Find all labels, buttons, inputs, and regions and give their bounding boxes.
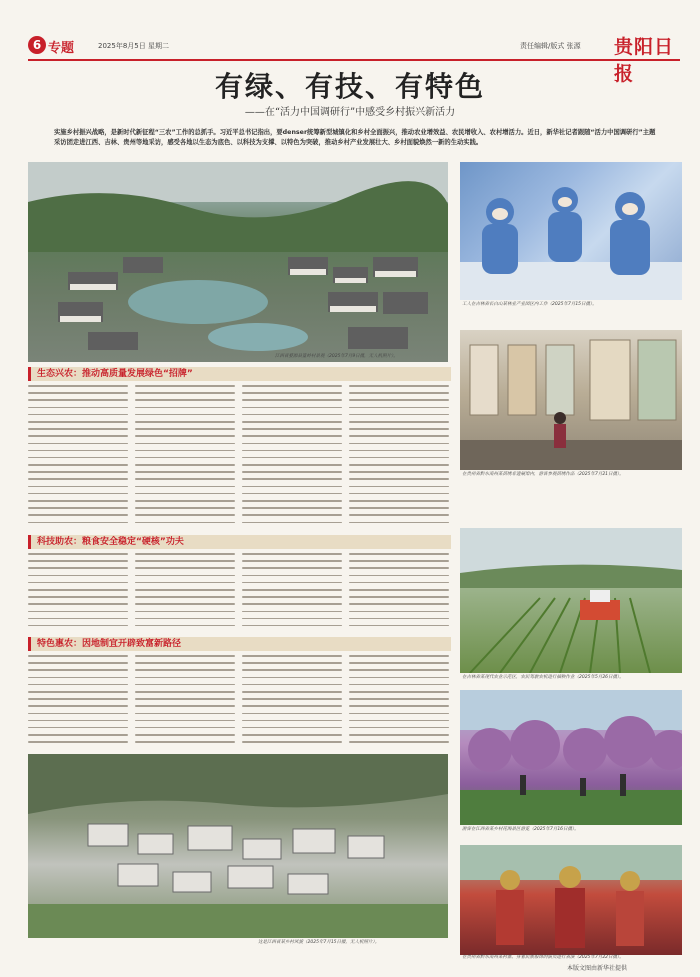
section-heading-ecology	[28, 367, 451, 381]
aerial-bottom-illustration	[28, 754, 448, 938]
section3-column-2	[135, 655, 235, 750]
section1-column-3	[242, 385, 342, 530]
article-subtitle: ——在“活力中国调研行”中感受乡村振兴新活力	[244, 107, 456, 118]
flower-field-illustration	[460, 690, 682, 825]
rice-field-illustration	[460, 528, 682, 673]
section3-column-1	[28, 655, 128, 750]
ethnic-costume-illustration	[460, 845, 682, 955]
section-title-specialty: 特色惠农：因地制宜开辟致富新路径	[37, 639, 182, 649]
caption-aerial-bottom: 这是江西省某乡村风貌（2025年7月15日摄，无人机照片）。	[258, 940, 380, 945]
embroidery-hall-illustration	[460, 330, 682, 470]
caption-aerial-top: 江西省婺源县篁岭村景观（2025年7月9日摄，无人机照片）。	[275, 354, 398, 359]
text-lines	[28, 385, 128, 529]
section-title-technology: 科技助农：粮食安全稳定“硬核”功夫	[37, 537, 184, 547]
section3-column-3	[242, 655, 342, 750]
caption-embroidery: 在贵州省黔东南州某苗绣非遗展馆内，游客参观苗绣作品（2025年7月21日摄）。	[462, 472, 624, 477]
photo-lab-workers	[460, 162, 682, 300]
section-title-ecology: 生态兴农：推动高质量发展绿色“招牌”	[37, 369, 193, 379]
section-label: 专题	[48, 41, 75, 56]
section1-column-2	[135, 385, 235, 530]
section2-column-1	[28, 553, 128, 631]
caption-flowers: 游客在江西省某乡村花海景区游览（2025年7月16日摄）。	[462, 827, 579, 832]
section1-column-4	[349, 385, 449, 530]
photo-ethnic-costume	[460, 845, 682, 955]
issue-date: 2025年8月5日 星期二	[98, 42, 169, 50]
photo-embroidery-hall	[460, 330, 682, 470]
newspaper-logo: 贵阳日报	[614, 36, 675, 85]
photo-aerial-village-bottom	[28, 754, 448, 938]
caption-costume: 在贵州省黔东南州某村寨，身着民族服饰的演员进行表演（2025年7月22日摄）。	[462, 955, 624, 960]
section3-column-4	[349, 655, 449, 750]
section2-column-3	[242, 553, 342, 631]
page-number-badge: 6	[28, 36, 46, 54]
section2-column-4	[349, 553, 449, 631]
editor-credit: 责任编辑/版式 张源	[520, 42, 581, 50]
section-heading-technology	[28, 535, 451, 549]
article-lead: 实施乡村振兴战略，是新时代新征程“三农”工作的总抓手。习近平总书记指出，要denser统筹新型城镇化和乡村全面振兴，推动农业增效益、农民增收入、农村增活力。近日，新华社记者跟随“活力中国调研行”主题采访团走进江西、吉林、贵州等地采访，感受各地以生态为底色、以科技为支撑、以特色为突破，推动乡村产业发展壮大、乡村面貌焕然一新的生动实践。	[54, 129, 656, 146]
caption-ricefield: 在吉林省某现代农业示范区，农民驾驶农机进行插秧作业（2025年5月26日摄）。	[462, 675, 624, 680]
section-heading-specialty	[28, 637, 451, 651]
photo-source-credit: 本版文图由新华社提供	[567, 965, 628, 972]
section2-column-2	[135, 553, 235, 631]
caption-lab: 工人在吉林省长白山某林业产业园区内工作（2025年7月15日摄）。	[462, 302, 597, 307]
article-headline: 有绿、有技、有特色	[214, 70, 485, 103]
photo-aerial-village	[28, 162, 448, 362]
section1-column-1	[28, 385, 128, 530]
lab-workers-illustration	[460, 162, 682, 300]
header-rule	[28, 59, 680, 61]
aerial-village-illustration	[28, 162, 448, 362]
photo-flower-field	[460, 690, 682, 825]
photo-rice-field	[460, 528, 682, 673]
page-header	[28, 34, 680, 85]
